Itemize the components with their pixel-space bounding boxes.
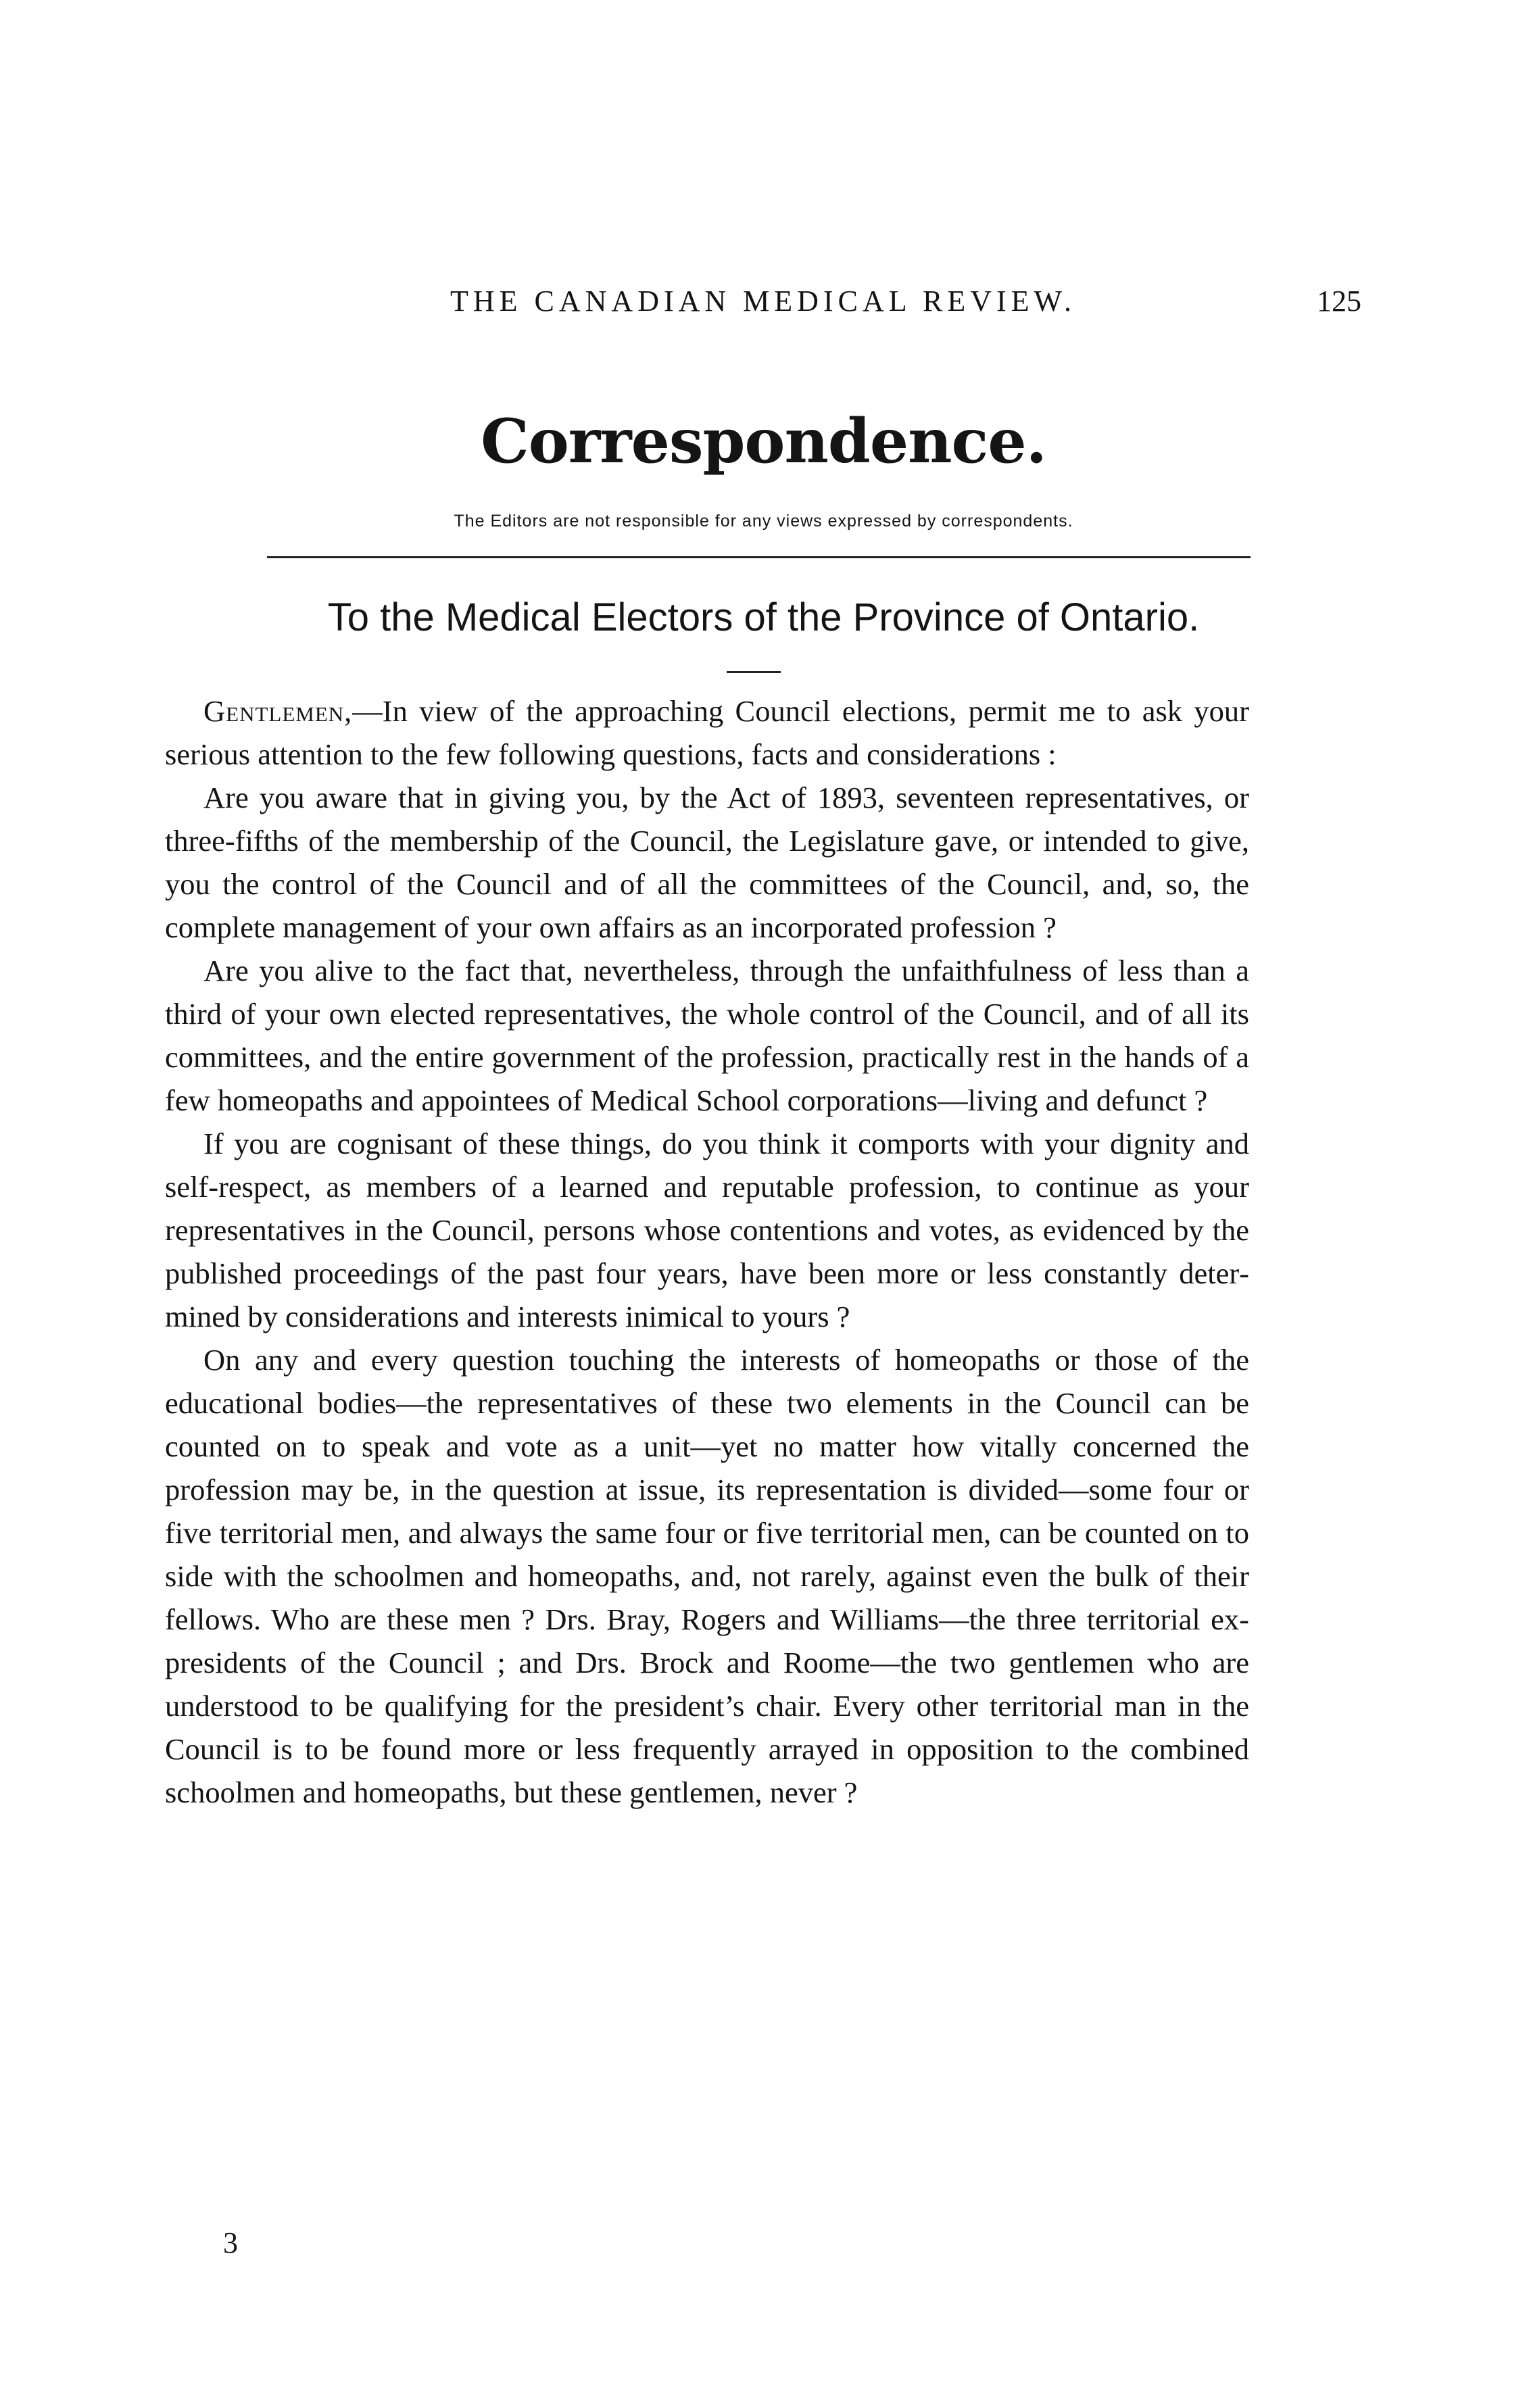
running-title: THE CANADIAN MEDICAL REVIEW. [450,285,1076,318]
running-head [165,284,1361,324]
salutation: Gentlemen, [203,694,353,728]
letter-title: To the Medical Electors of the Province of Ontario. [327,595,1200,639]
paragraph-3: Are you alive to the fact that, nevertheless, through the unfaithfulness of less than a third of your own elected representatives, the whole control of the Council, and of all its committees, and the entire government of the profession, practically rest in the hands of a few homeopaths and appointees of Medical School corporations—living and defunct ? [165,954,1249,1117]
section-divider [267,556,1251,558]
paragraph-1-text: —In view of the approaching Council elections, permit me to ask your serious attention to the few following questions, facts and considerations : [165,694,1249,771]
page-number: 125 [1317,285,1361,318]
paragraph-5: On any and every question touching the interests of homeopaths or those of the educational bodies—the representatives of these two elements in the Council can be counted on to speak and vote as a unit—yet no matter how vitally concerned the profession may be, in the question at issue, its representation is divided—some four or five territorial men, and always the same four or five territorial men, can be counted on to side with the schoolmen and homeopaths, and, not rarely, against even the bulk of their fellows. Who are these men ? Drs. Bray, Rogers and Williams—the three territorial ex-presidents of the Council ; and Drs. Brock and Roome—the two gentlemen who are understood to be qualifying for the president’s chair. Every other territorial man in the Council is to be found more or less frequently arrayed in opposition to the combined schoolmen and homeopaths, but these gentlemen, never ? [165,1343,1249,1809]
title-divider [727,671,781,673]
letter-body [165,689,1249,1814]
paragraph-4: If you are cognisant of these things, do you think it comports with your dignity and self-respect, as members of a learned and reputable profession, to continue as your representatives in the Council, persons whose contentions and votes, as evidenced by the published proceedings of the past four years, have been more or less constantly determined by considerations and interests inimical to yours ? [165,1127,1249,1333]
paragraph-2: Are you aware that in giving you, by the Act of 1893, seventeen representatives, or three-fifths of the membership of the Council, the Legislature gave, or intended to give, you the control of the Council and of all the committees of the Council, and, so, the complete management of your own affairs as an incorporated profession ? [165,781,1249,944]
signature-mark: 3 [223,2226,238,2259]
editor-disclaimer: The Editors are not responsible for any views expressed by correspondents. [454,512,1073,531]
section-title: Correspondence. [481,406,1046,477]
paragraph-1 [165,689,1249,776]
